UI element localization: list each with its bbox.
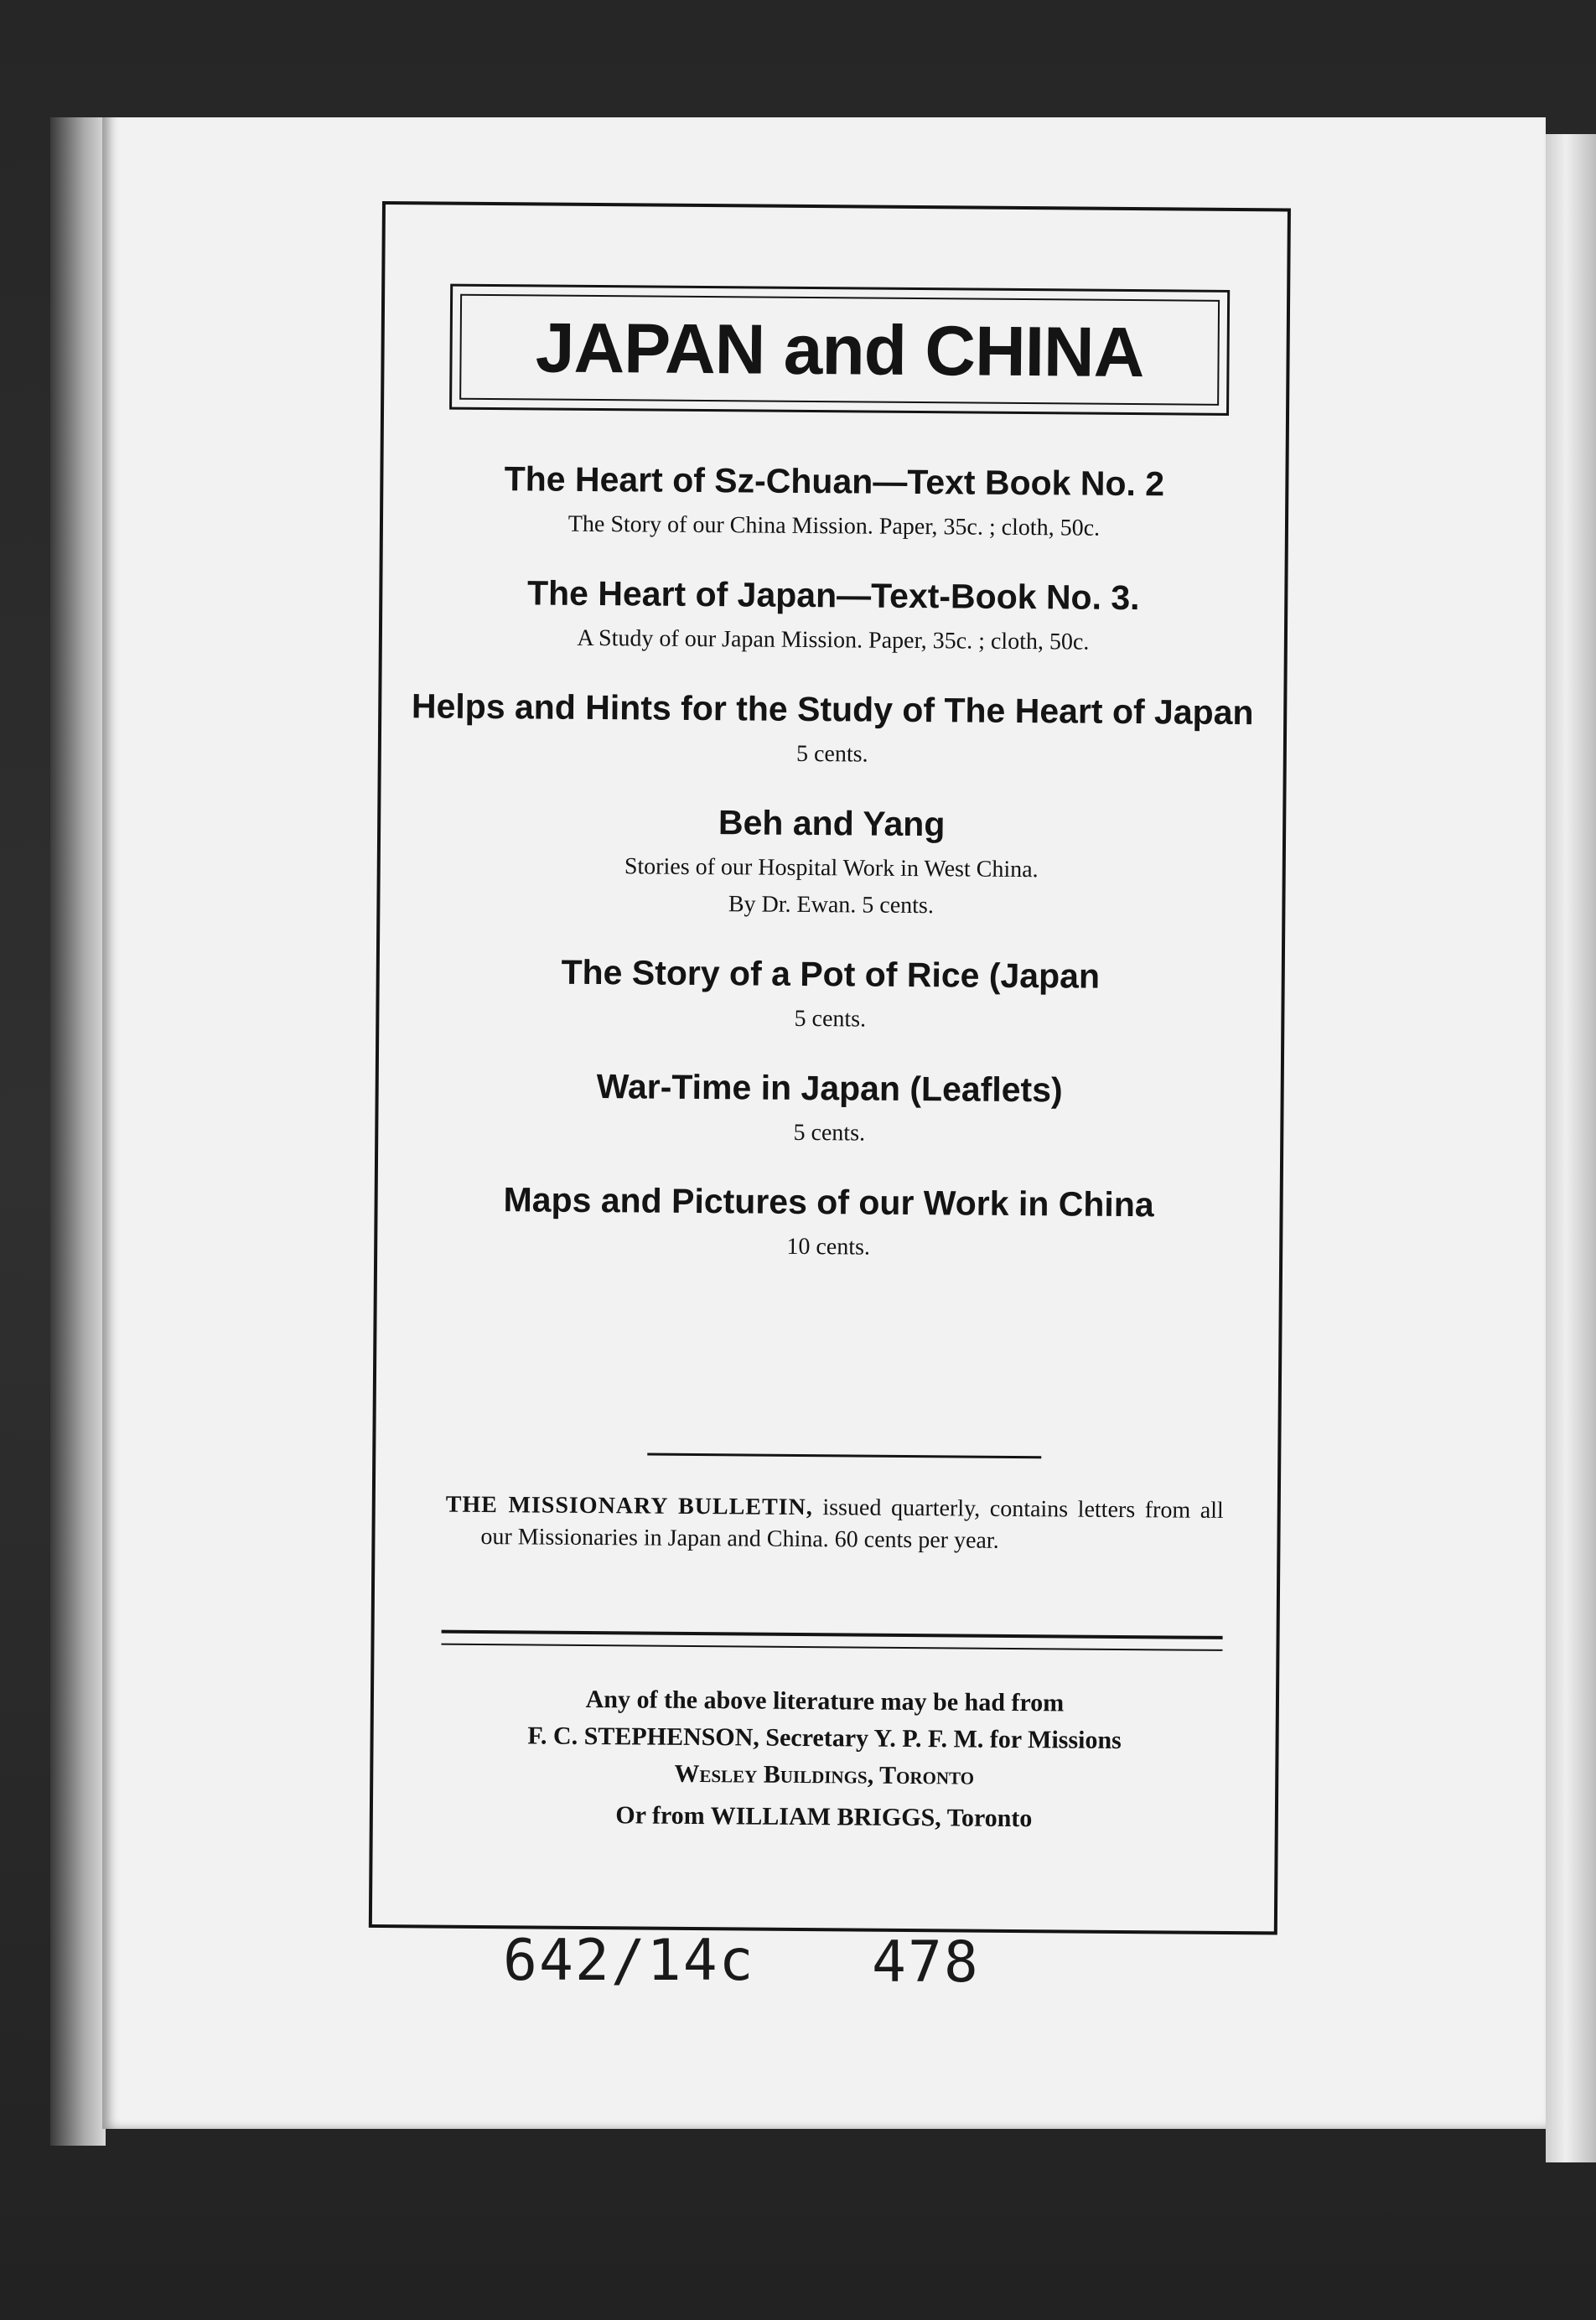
bulletin-text: issued quarterly, contains letters from all our Missionaries in Japan and China. 60 cents per year.: [480, 1494, 1224, 1554]
contact-line-4: Or from WILLIAM BRIGGS, Toronto: [615, 1801, 1033, 1833]
book-entry: [394, 1177, 1263, 1269]
shelfmark-left: 642/14c: [503, 1928, 755, 1994]
book-description: 5 cents.: [794, 1005, 867, 1033]
divider: [647, 1453, 1041, 1459]
book-title: Maps and Pictures of our Work in China: [503, 1180, 1154, 1225]
contact-line-3: Wesley Buildings, Toronto: [674, 1759, 975, 1790]
double-divider: [441, 1630, 1222, 1651]
book-title: War-Time in Japan (Leaflets): [596, 1067, 1063, 1110]
contact-line-1: Any of the above literature may be had from: [585, 1685, 1065, 1717]
book-description: 5 cents.: [795, 740, 868, 768]
book-title: The Heart of Japan—Text-Book No. 3.: [526, 573, 1140, 618]
book-title: Helps and Hints for the Study of The Heart of Japan: [411, 686, 1254, 733]
book-entry: [395, 1063, 1264, 1155]
bulletin-notice: [445, 1489, 1224, 1559]
title-box: [449, 284, 1230, 416]
contact-block: [390, 1680, 1259, 1839]
book-list: [394, 456, 1269, 1297]
book-description: By Dr. Ewan. 5 cents.: [728, 891, 935, 919]
book-entry: [398, 684, 1267, 776]
book-description: A Study of our Japan Mission. Paper, 35c. ; cloth, 50c.: [577, 624, 1090, 655]
book-description: The Story of our China Mission. Paper, 35c. ; cloth, 50c.: [567, 510, 1101, 541]
advertisement-frame: [369, 201, 1291, 1934]
book-entry: [399, 570, 1268, 662]
shelfmark-right: 478: [872, 1929, 980, 1996]
book-description: Stories of our Hospital Work in West China.: [624, 853, 1039, 883]
book-entry: [400, 456, 1269, 548]
bulletin-title: THE MISSIONARY BULLETIN,: [445, 1491, 813, 1521]
book-entry: [396, 949, 1265, 1041]
page-title: JAPAN and CHINA: [535, 307, 1144, 391]
book-description: 10 cents.: [786, 1233, 871, 1261]
book-description: 5 cents.: [793, 1119, 866, 1147]
book-entry: [396, 798, 1266, 927]
left-page-edge: [50, 117, 106, 2146]
right-page-edge: [1546, 134, 1596, 2162]
contact-line-2: F. C. STEPHENSON, Secretary Y. P. F. M. for Missions: [527, 1722, 1122, 1754]
book-title: The Story of a Pot of Rice (Japan: [561, 952, 1101, 996]
book-title: Beh and Yang: [718, 803, 946, 844]
book-title: The Heart of Sz-Chuan—Text Book No. 2: [504, 459, 1165, 504]
